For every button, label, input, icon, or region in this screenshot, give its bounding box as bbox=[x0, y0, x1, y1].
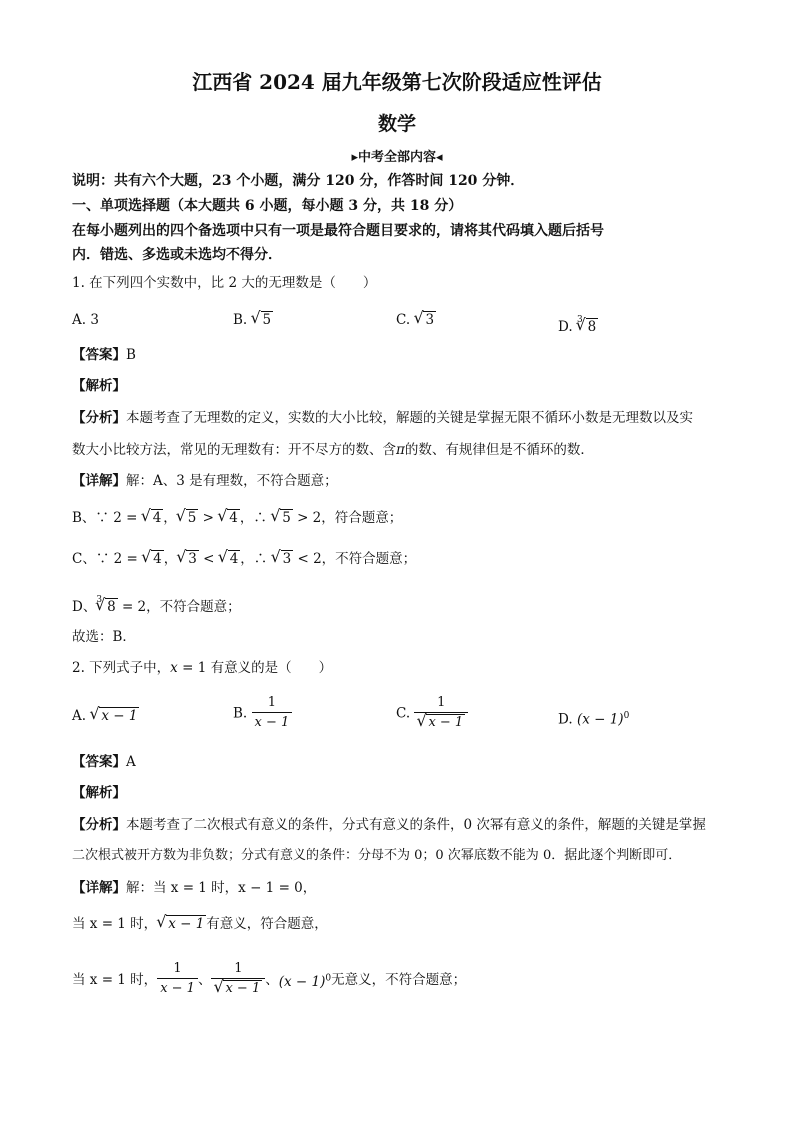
radicand: 8 bbox=[107, 599, 116, 615]
sqrt-symbol bbox=[177, 508, 199, 528]
q1-answer-value: B bbox=[126, 347, 136, 363]
q1-fenxi-line-1 bbox=[72, 408, 693, 428]
q2-answer-value: A bbox=[126, 754, 136, 770]
q2-stem-text-1: 2. 下列式子中， bbox=[72, 660, 171, 676]
math-text: 当 x = 1 时， bbox=[72, 971, 158, 988]
q2-fenxi-text-1: 本题考查了二次根式有意义的条件，分式有意义的条件，0 次幂有意义的条件，解题的关键是掌握 bbox=[126, 817, 706, 833]
q1-analysis-tag bbox=[72, 376, 126, 396]
numerator: 1 bbox=[252, 694, 293, 713]
analysis-tag: 【解析】 bbox=[72, 785, 126, 801]
answer-tag: 【答案】 bbox=[72, 754, 126, 770]
q1-detail-b bbox=[72, 508, 402, 528]
math-text: 无意义，不符合题意； bbox=[331, 971, 467, 988]
q2-option-c-label: C. bbox=[396, 705, 411, 722]
q1-detail-a bbox=[72, 471, 338, 491]
q1-option-d-radicand: 8 bbox=[587, 319, 597, 335]
expression: (x − 1) bbox=[576, 711, 624, 728]
xiangjie-tag: 【详解】 bbox=[72, 473, 126, 489]
sqrt-symbol bbox=[214, 979, 262, 999]
math-text: 有意义，符合题意， bbox=[206, 916, 328, 932]
math-text: = 2，不符合题意； bbox=[117, 599, 241, 615]
math-text: B、∵ 2 = bbox=[72, 510, 142, 526]
q2-answer bbox=[72, 752, 136, 772]
xiangjie-tag: 【详解】 bbox=[72, 880, 126, 896]
q1-option-c-label: C. bbox=[396, 312, 411, 328]
sqrt-symbol bbox=[142, 508, 164, 528]
radicand: 3 bbox=[282, 551, 292, 567]
section-heading: 一、单项选择题（本大题共 6 小题，每小题 3 分，共 18 分） bbox=[72, 198, 463, 214]
radicand: 4 bbox=[229, 551, 239, 567]
math-text: C、∵ 2 = bbox=[72, 551, 143, 567]
cube-root-symbol bbox=[577, 317, 599, 337]
separator: 、 bbox=[197, 971, 212, 988]
math-text: ，∴ bbox=[239, 510, 272, 526]
math-text: > bbox=[198, 510, 219, 526]
math-text: ，∴ bbox=[240, 551, 272, 567]
math-text: ， bbox=[163, 551, 178, 567]
radicand: 4 bbox=[152, 510, 162, 526]
q1-option-d bbox=[558, 310, 598, 337]
radicand: x − 1 bbox=[225, 981, 261, 997]
instruction-line-2: 内．错选、多选或未选均不得分． bbox=[72, 247, 282, 263]
variable-x: x bbox=[170, 660, 178, 676]
sqrt-symbol bbox=[219, 549, 241, 569]
q2-option-a bbox=[72, 706, 139, 726]
q1-fenxi-text-1: 本题考查了无理数的定义，实数的大小比较，解题的关键是掌握无限不循环小数是无理数以及实 bbox=[126, 410, 693, 426]
radicand: 4 bbox=[153, 551, 162, 567]
radicand: x − 1 bbox=[101, 708, 138, 724]
sqrt-symbol bbox=[218, 508, 240, 528]
q1-option-b-radicand: 5 bbox=[262, 312, 272, 328]
q1-fenxi-text-2b: 的数、有规律但是不循环的数． bbox=[404, 442, 594, 458]
numerator: 1 bbox=[414, 694, 468, 713]
math-text: < bbox=[198, 551, 219, 567]
q1-detail-c bbox=[72, 549, 416, 569]
q1-conclusion: 故选：B． bbox=[72, 629, 136, 645]
q2-option-c bbox=[396, 694, 468, 733]
radicand: 5 bbox=[187, 510, 197, 526]
sqrt-symbol bbox=[157, 914, 206, 934]
q1-option-c-radicand: 3 bbox=[425, 312, 435, 328]
sqrt-symbol bbox=[272, 549, 294, 569]
q2-stem bbox=[72, 658, 332, 678]
fraction bbox=[157, 960, 198, 999]
q2-detail-1 bbox=[72, 878, 316, 898]
q2-option-a-label: A. bbox=[72, 708, 87, 724]
sqrt-symbol bbox=[417, 713, 465, 733]
denominator: x − 1 bbox=[160, 981, 195, 997]
math-text: < 2，不符合题意； bbox=[293, 551, 417, 567]
pi-symbol: π bbox=[396, 442, 405, 458]
radicand: x − 1 bbox=[428, 715, 464, 730]
sqrt-symbol bbox=[252, 310, 274, 330]
fenxi-tag: 【分析】 bbox=[72, 410, 126, 426]
sqrt-symbol bbox=[271, 508, 293, 528]
separator: 、 bbox=[265, 971, 279, 988]
sqrt-symbol bbox=[142, 549, 164, 569]
instruction-line-1: 在每小题列出的四个备选项中只有一项是最符合题目要求的，请将其代码填入题后括号 bbox=[72, 223, 604, 239]
q2-detail-3 bbox=[72, 956, 466, 1004]
q2-option-d-label: D. bbox=[558, 711, 573, 728]
q1-stem: 1. 在下列四个实数中，比 2 大的无理数是（ ） bbox=[72, 275, 377, 291]
q1-detail-d bbox=[72, 590, 241, 617]
q2-option-d bbox=[558, 706, 629, 730]
q1-option-d-label: D. bbox=[558, 319, 573, 335]
exam-note: 说明：共有六个大题，23 个小题，满分 120 分，作答时间 120 分钟． bbox=[72, 173, 525, 189]
exponent: 0 bbox=[623, 711, 630, 721]
q1-option-a: A. 3 bbox=[72, 312, 99, 328]
cube-root-symbol bbox=[96, 597, 118, 617]
radicand: 3 bbox=[188, 551, 197, 567]
sqrt-symbol bbox=[177, 549, 199, 569]
exponent: 0 bbox=[325, 973, 332, 983]
subject-title: 数学 bbox=[377, 113, 416, 135]
q1-option-c bbox=[396, 310, 436, 330]
q2-fenxi-line-1 bbox=[72, 815, 706, 835]
q1-option-d-root-index: 3 bbox=[576, 315, 583, 325]
fraction bbox=[414, 694, 468, 733]
radicand: x − 1 bbox=[168, 916, 205, 932]
q1-option-b-label: B. bbox=[233, 312, 248, 328]
math-text: ， bbox=[163, 510, 177, 526]
root-index: 3 bbox=[96, 595, 103, 605]
sqrt-symbol bbox=[90, 706, 139, 726]
q2-fenxi-line-2: 二次根式被开方数为非负数；分式有意义的条件：分母不为 0；0 次幂底数不能为 0．据此逐个判断即可． bbox=[72, 848, 682, 863]
radicand: 4 bbox=[229, 510, 238, 526]
exam-title: 江西省 2024 届九年级第七次阶段适应性评估 bbox=[192, 70, 602, 94]
fraction bbox=[252, 694, 293, 733]
q2-option-b bbox=[233, 694, 292, 733]
q1-fenxi-text-2a: 数大小比较方法，常见的无理数有：开不尽方的数、含 bbox=[72, 442, 396, 458]
radicand: 5 bbox=[282, 510, 291, 526]
q2-option-b-label: B. bbox=[233, 705, 248, 722]
sqrt-symbol bbox=[414, 310, 436, 330]
expression: (x − 1) bbox=[278, 973, 326, 990]
math-text: 当 x = 1 时， bbox=[72, 916, 158, 932]
fenxi-tag: 【分析】 bbox=[72, 817, 126, 833]
math-text: > 2，符合题意； bbox=[292, 510, 403, 526]
q1-option-b bbox=[233, 310, 273, 330]
q2-detail-2 bbox=[72, 914, 328, 934]
numerator: 1 bbox=[157, 960, 198, 979]
q1-answer bbox=[72, 345, 136, 365]
q1-fenxi-line-2 bbox=[72, 440, 594, 460]
math-text: D、 bbox=[72, 599, 97, 615]
q2-detail-1-text: 解：当 x = 1 时，x − 1 = 0， bbox=[126, 880, 317, 896]
q2-analysis-tag bbox=[72, 783, 126, 803]
numerator: 1 bbox=[211, 960, 265, 979]
scope-label: ▸中考全部内容◂ bbox=[351, 150, 443, 165]
fraction bbox=[211, 960, 265, 999]
denominator: x − 1 bbox=[254, 715, 290, 730]
analysis-tag: 【解析】 bbox=[72, 378, 126, 394]
q2-stem-text-2: = 1 有意义的是（ ） bbox=[177, 660, 333, 676]
answer-tag: 【答案】 bbox=[72, 347, 126, 363]
q1-detail-a-text: 解：A、3 是有理数，不符合题意； bbox=[126, 473, 338, 489]
